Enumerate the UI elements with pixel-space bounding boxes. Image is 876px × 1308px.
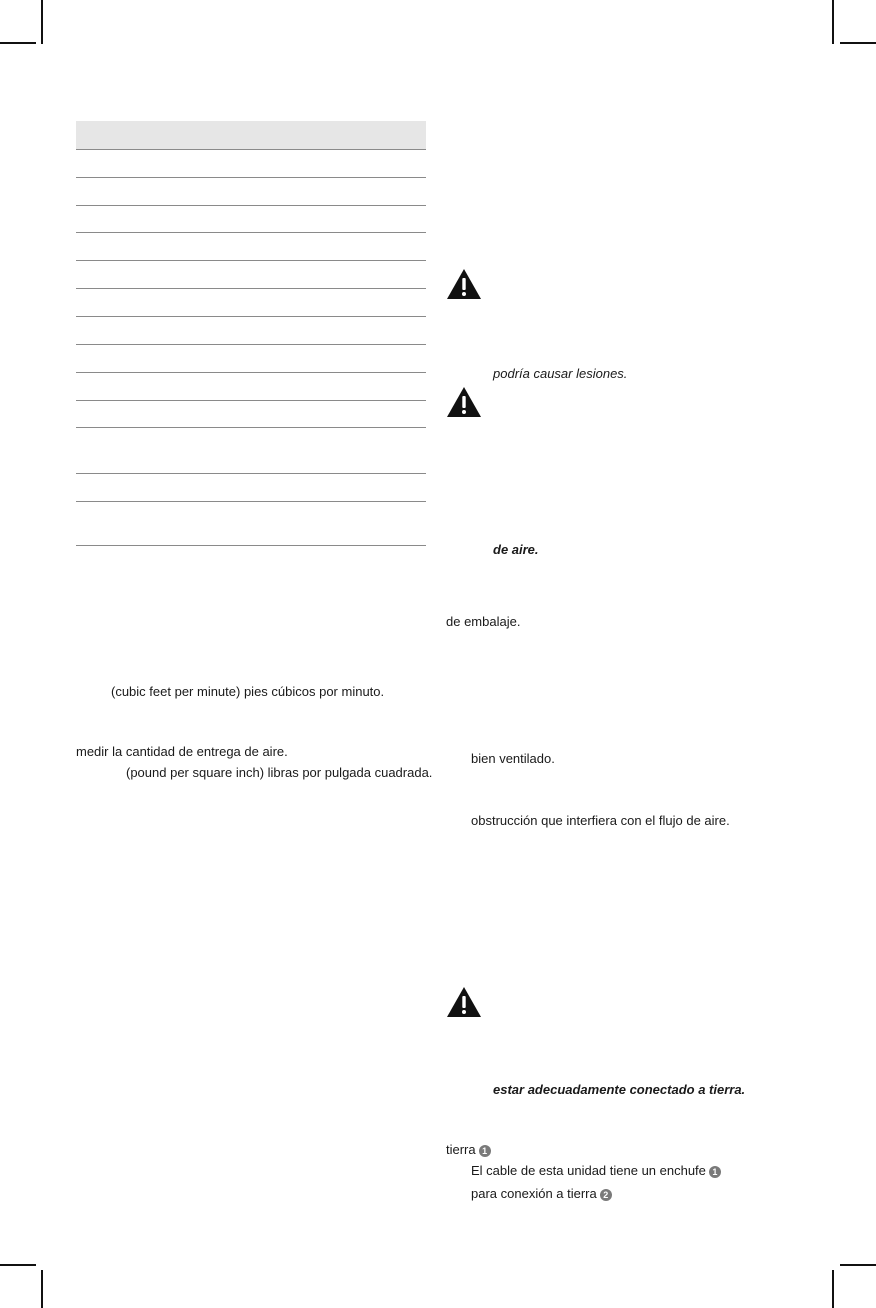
table-row-divider <box>76 400 426 401</box>
crop-mark <box>840 1264 876 1266</box>
warning-ground-text: estar adecuadamente conectado a tierra. <box>493 1082 746 1097</box>
ventilated-text: bien ventilado. <box>471 751 555 766</box>
grounding-connection-line <box>471 1186 612 1202</box>
table-row-divider <box>76 545 426 546</box>
warning-icon <box>446 268 482 300</box>
table-row-divider <box>76 501 426 502</box>
table-row-divider <box>76 427 426 428</box>
table-row-divider <box>76 316 426 317</box>
crop-mark <box>840 42 876 44</box>
callout-badge: 1 <box>709 1166 721 1178</box>
ground-connection-text: para conexión a tierra <box>471 1186 597 1201</box>
packaging-text: de embalaje. <box>446 614 521 629</box>
crop-mark <box>832 1270 834 1308</box>
crop-mark <box>0 42 36 44</box>
table-row-divider <box>76 344 426 345</box>
warning-icon <box>446 986 482 1018</box>
table-row-divider <box>76 232 426 233</box>
crop-mark <box>41 1270 43 1308</box>
table-row-divider <box>76 205 426 206</box>
spec-table-header <box>76 121 426 150</box>
table-row-divider <box>76 288 426 289</box>
table-row-divider <box>76 473 426 474</box>
grounding-plug-line <box>471 1163 721 1179</box>
warning-air-text: de aire. <box>493 542 539 557</box>
warning-icon <box>446 386 482 418</box>
callout-badge: 2 <box>600 1189 612 1201</box>
cfm-definition: (cubic feet per minute) pies cúbicos por minuto. <box>111 684 385 699</box>
warning-injury-text: podría causar lesiones. <box>493 366 628 381</box>
obstruction-text: obstrucción que interfiera con el flujo de aire. <box>471 813 730 828</box>
crop-mark <box>832 0 834 44</box>
grounding-tierra-line <box>446 1142 491 1158</box>
callout-badge: 1 <box>479 1145 491 1157</box>
air-measure-definition: medir la cantidad de entrega de aire. <box>76 744 288 759</box>
table-row-divider <box>76 260 426 261</box>
table-row-divider <box>76 372 426 373</box>
psi-definition: (pound per square inch) libras por pulgada cuadrada. <box>126 765 433 780</box>
crop-mark <box>41 0 43 44</box>
cord-plug-text: El cable de esta unidad tiene un enchufe <box>471 1163 706 1178</box>
crop-mark <box>0 1264 36 1266</box>
table-row-divider <box>76 177 426 178</box>
tierra-text: tierra <box>446 1142 476 1157</box>
